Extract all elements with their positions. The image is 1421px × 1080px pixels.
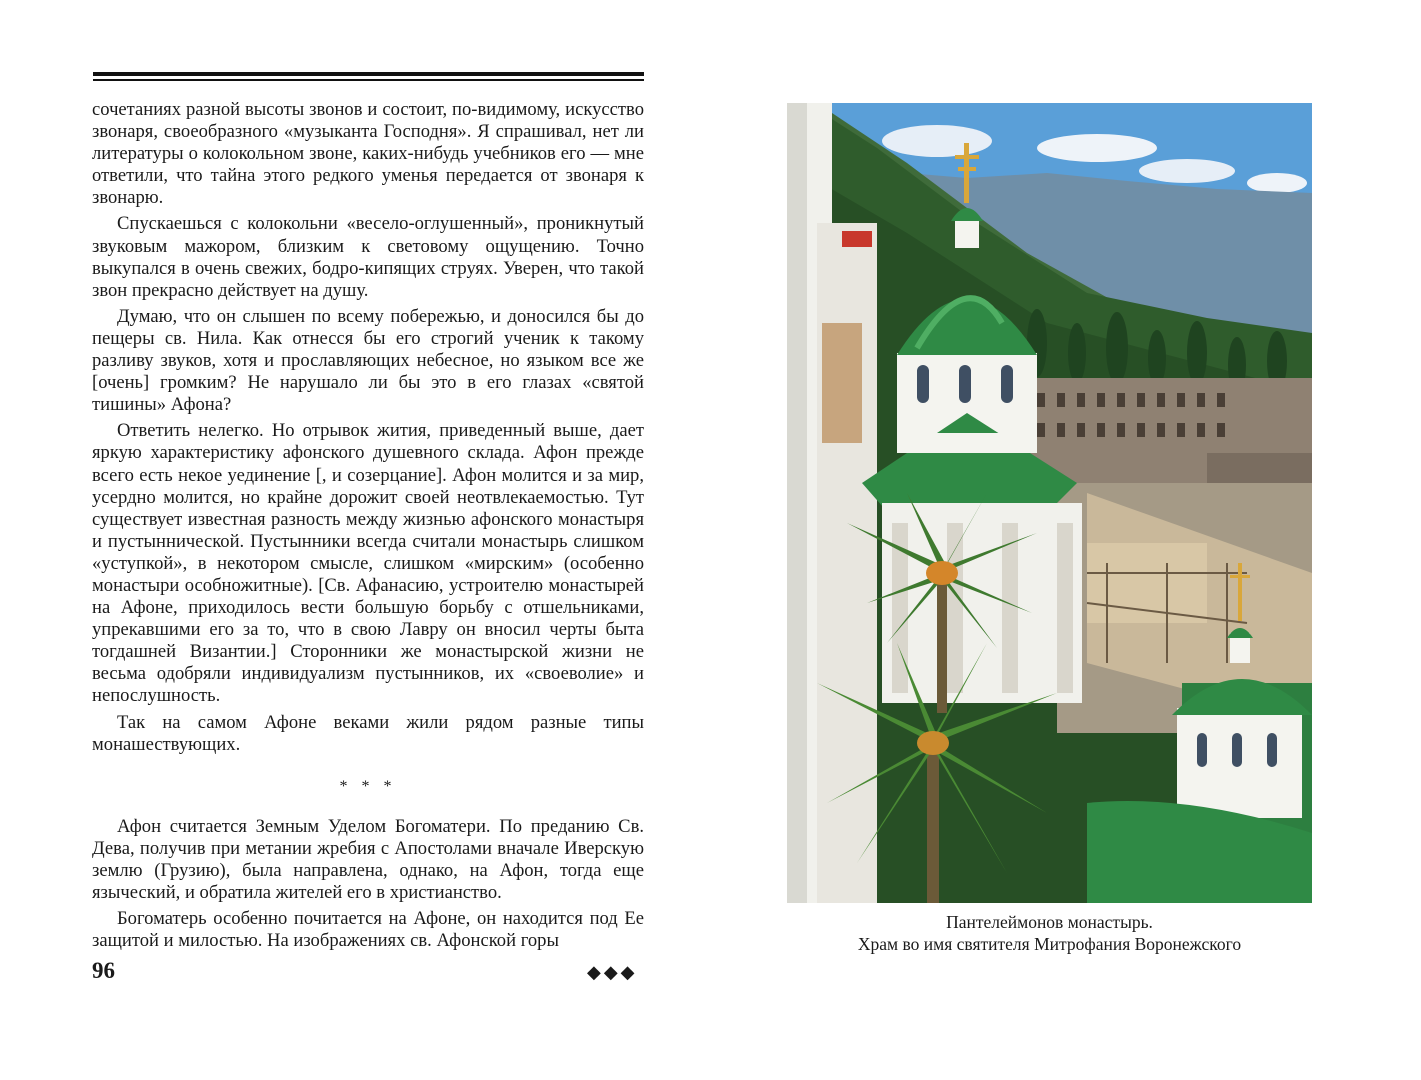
paragraph: Афон считается Земным Уделом Богоматери. По преданию Св. Дева, получив при метании жребия с Апостолами вначале Иверскую землю (Грузию), была направлена, однако, на Афон, тогда еще языческий, и обратила жителей его в христианство. [92,815,644,904]
monastery-photo [787,103,1312,903]
page-number: 96 [92,958,115,983]
paragraph: Ответить нелегко. Но отрывок жития, приведенный выше, дает яркую характеристику афонского душевного склада. Афон прежде всего есть некое уединение [, и созерцание]. Афон молится и за мир, усердно молится, но крайне дорожит своей неотвлекаемостью. Тут существует известная разность между жизнью афонского монастыря и пустыннической. Пустынники всегда считали монастырь слишком «уступкой», в некотором смысле, слишком «мирским» (особенно монастыри особножитные). [Св. Афанасию, устроителю монастырей на Афоне, приходилось вести большую борьбу с отшельниками, упрекавшими его за то, что в свою Лавру он вносил черты быта тогдашней Византии.] Сторонники же монастырской жизни не весьма одобряли индивидуализм пустынников, их «своеволие» и непослушность. [92,420,644,707]
caption-line-2: Храм во имя святителя Митрофания Воронежского [857,934,1242,954]
caption-line-1: Пантелеймонов монастырь. [946,912,1153,932]
paragraph: Думаю, что он слышен по всему побережью, и доносился бы до пещеры св. Нила. Как отнесся бы его строгий ученик к такому разливу звуков, хотя и прославляющих небесное, но языком все же [очень] громким? Не нарушало ли бы это в его глазах «святой тишины» Афона? [92,305,644,416]
section-separator: * * * [339,777,397,795]
paragraph: Так на самом Афоне веками жили рядом разные типы монашествующих. [92,711,644,755]
paragraph: Богоматерь особенно почитается на Афоне, он находится под Ее защитой и милостью. На изображениях св. Афонской горы [92,908,644,952]
header-rule-thick [93,72,644,76]
left-page-text [92,99,644,956]
photo-caption [787,911,1312,955]
footer-ornament: ◆◆◆ [587,962,638,982]
paragraph: сочетаниях разной высоты звонов и состоит, по-видимому, искусство звонаря, своеобразного «музыканта Господня». Я спрашивал, нет ли литературы о колокольном звоне, каких-нибудь учебников его — мне ответили, что тайна этого редкого уменья передается от звонаря к звонарю. [92,99,644,209]
header-rule-thin [93,79,644,81]
paragraph: Спускаешься с колокольни «весело-оглушенный», проникнутый звуковым мажором, близким к световому ощущению. Точно выкупался в очень свежих, бодро-кипящих струях. Уверен, что такой звон прекрасно действует на душу. [92,213,644,301]
